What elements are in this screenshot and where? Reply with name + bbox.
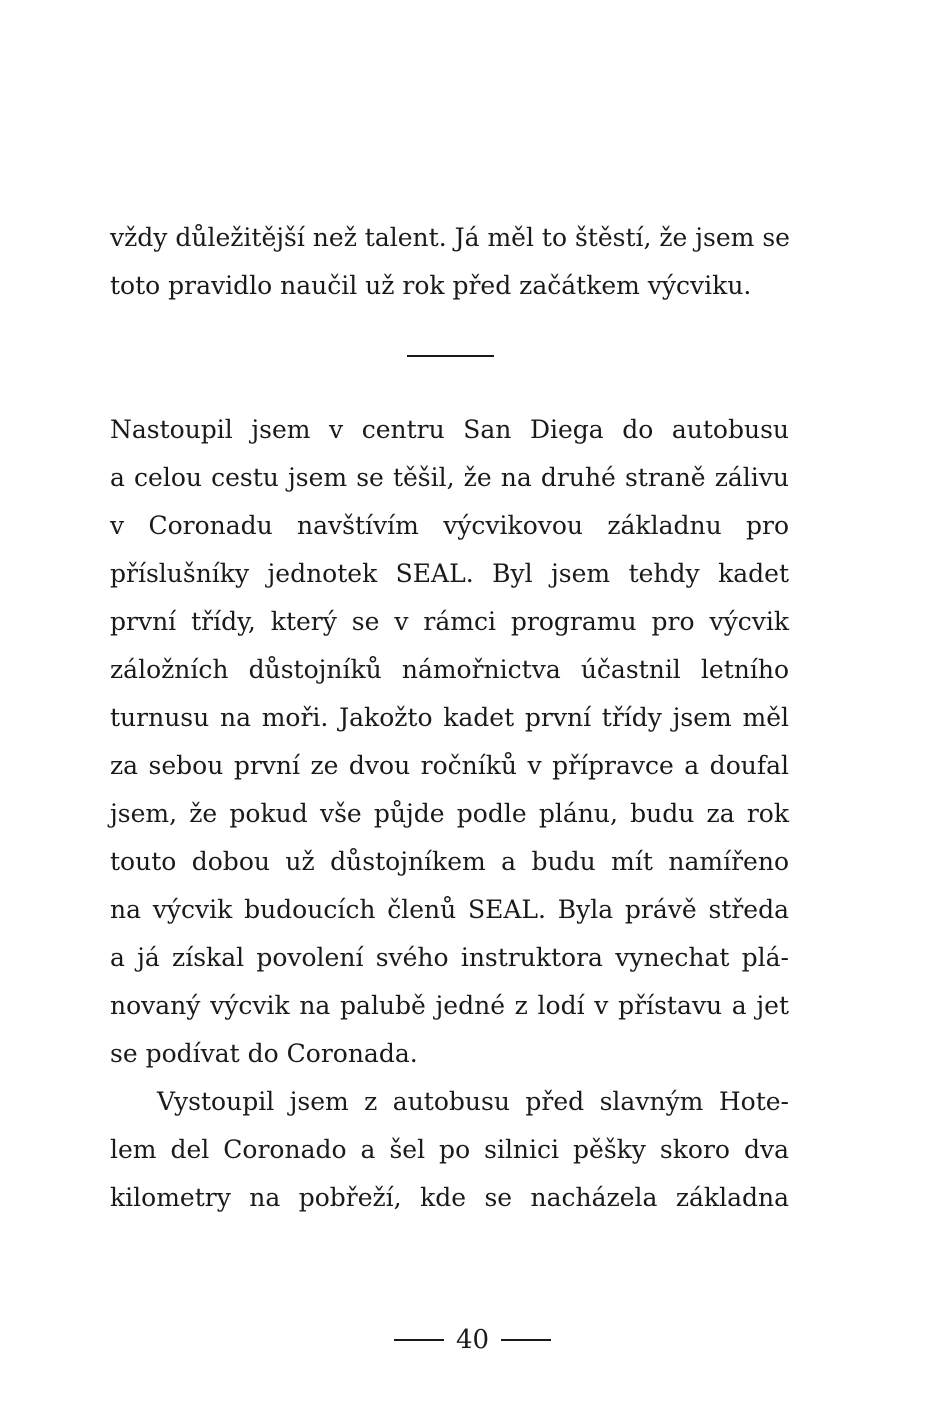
text-line: lem del Coronado a šel po silnici pěšky skoro dva: [110, 1135, 789, 1164]
text-line: Vystoupil jsem z autobusu před slavným Hote-: [157, 1087, 789, 1116]
text-line: Nastoupil jsem v centru San Diega do autobusu: [110, 415, 789, 444]
text-line: na výcvik budoucích členů SEAL. Byla právě středa: [110, 895, 789, 924]
folio-rule-left: [394, 1339, 444, 1341]
text-line: za sebou první ze dvou ročníků v přípravce a doufal: [110, 751, 789, 780]
text-line: touto dobou už důstojníkem a budu mít namířeno: [110, 847, 789, 876]
text-line: záložních důstojníků námořnictva účastnil letního: [110, 655, 789, 684]
page-number-footer: [0, 1318, 945, 1362]
text-line: kilometry na pobřeží, kde se nacházela základna: [110, 1183, 789, 1212]
text-line: novaný výcvik na palubě jedné z lodí v přístavu a jet: [110, 991, 789, 1020]
text-line: se podívat do Coronada.: [110, 1039, 418, 1068]
text-line: toto pravidlo naučil už rok před začátkem výcviku.: [110, 271, 752, 300]
text-line: a celou cestu jsem se těšil, že na druhé straně zálivu: [110, 463, 789, 492]
text-line: turnusu na moři. Jakožto kadet první třídy jsem měl: [110, 703, 789, 732]
text-line: a já získal povolení svého instruktora vynechat plá-: [110, 943, 789, 972]
folio-rule-right: [501, 1339, 551, 1341]
text-line: příslušníky jednotek SEAL. Byl jsem tehdy kadet: [110, 559, 789, 588]
page-number: 40: [455, 1325, 490, 1355]
text-line: první třídy, který se v rámci programu pro výcvik: [110, 607, 789, 636]
text-line: v Coronadu navštívím výcvikovou základnu pro: [110, 511, 789, 540]
text-line: jsem, že pokud vše půjde podle plánu, budu za rok: [110, 799, 789, 828]
text-line: vždy důležitější než talent. Já měl to štěstí, že jsem se: [110, 223, 790, 252]
section-divider: [407, 355, 494, 357]
